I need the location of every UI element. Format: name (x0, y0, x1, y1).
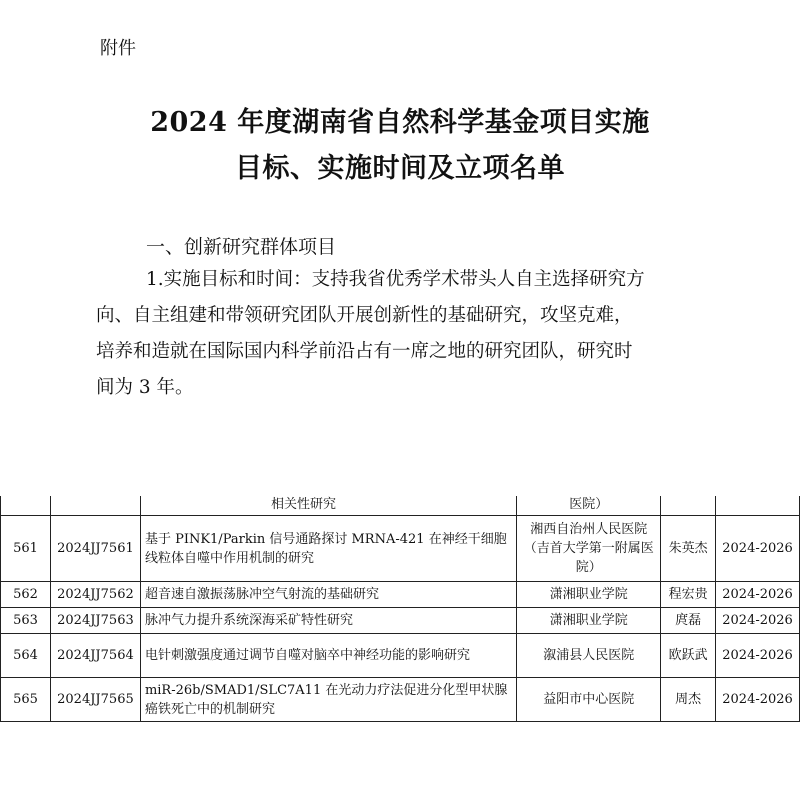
cell-no (1, 496, 51, 516)
cell-person (661, 496, 716, 516)
cell-person: 朱英杰 (661, 516, 716, 582)
cell-period (716, 496, 800, 516)
cell-title: miR-26b/SMAD1/SLC7A11 在光动力疗法促进分化型甲状腺癌铁死亡中的机制研究 (140, 678, 516, 722)
cell-org: 医院） (517, 496, 661, 516)
cell-period: 2024-2026 (716, 634, 800, 678)
cell-org: 湘西自治州人民医院（吉首大学第一附属医院） (517, 516, 661, 582)
section-heading: 一、创新研究群体项目 (146, 236, 337, 258)
document-title-line-2: 目标、实施时间及立项名单 (235, 153, 565, 184)
cell-no: 561 (1, 516, 51, 582)
document-title-line-1: 2024 年度湖南省自然科学基金项目实施 (150, 107, 650, 138)
cell-org: 潇湘职业学院 (517, 608, 661, 634)
cell-org: 潇湘职业学院 (517, 582, 661, 608)
table-row (1, 582, 800, 608)
cell-period: 2024-2026 (716, 678, 800, 722)
cell-no: 565 (1, 678, 51, 722)
attachment-label: 附件 (100, 38, 136, 59)
paragraph-line: 向、自主组建和带领研究团队开展创新性的基础研究，攻坚克难， (96, 305, 633, 326)
cell-period: 2024-2026 (716, 608, 800, 634)
cell-code: 2024JJ7562 (50, 582, 140, 608)
table-row (1, 496, 800, 516)
cell-code: 2024JJ7565 (50, 678, 140, 722)
cell-person: 程宏贵 (661, 582, 716, 608)
cell-period: 2024-2026 (716, 582, 800, 608)
cell-title: 基于 PINK1/Parkin 信号通路探讨 MRNA-421 在神经干细胞线粒体自噬中作用机制的研究 (140, 516, 516, 582)
section-paragraph (96, 262, 726, 398)
cell-code: 2024JJ7561 (50, 516, 140, 582)
cell-code (50, 496, 140, 516)
cell-person: 庹磊 (661, 608, 716, 634)
cell-title: 脉冲气力提升系统深海采矿特性研究 (140, 608, 516, 634)
cell-no: 564 (1, 634, 51, 678)
cell-org: 益阳市中心医院 (517, 678, 661, 722)
cell-no: 562 (1, 582, 51, 608)
table-row (1, 678, 800, 722)
cell-title: 超音速自激振荡脉冲空气射流的基础研究 (140, 582, 516, 608)
cell-person: 周杰 (661, 678, 716, 722)
cell-person: 欧跃武 (661, 634, 716, 678)
paragraph-line: 间为 3 年。 (96, 377, 194, 398)
cell-org: 溆浦县人民医院 (517, 634, 661, 678)
cell-period: 2024-2026 (716, 516, 800, 582)
paragraph-line: 1.实施目标和时间：支持我省优秀学术带头人自主选择研究方 (146, 269, 645, 290)
table-row (1, 634, 800, 678)
cell-title: 电针刺激强度通过调节自噬对脑卒中神经功能的影响研究 (140, 634, 516, 678)
project-table (0, 496, 800, 722)
cell-title: 相关性研究 (140, 496, 516, 516)
cell-code: 2024JJ7563 (50, 608, 140, 634)
paragraph-line: 培养和造就在国际国内科学前沿占有一席之地的研究团队，研究时 (96, 341, 633, 362)
table-row (1, 516, 800, 582)
table-row (1, 608, 800, 634)
cell-code: 2024JJ7564 (50, 634, 140, 678)
project-table-fragment (0, 496, 800, 736)
cell-no: 563 (1, 608, 51, 634)
